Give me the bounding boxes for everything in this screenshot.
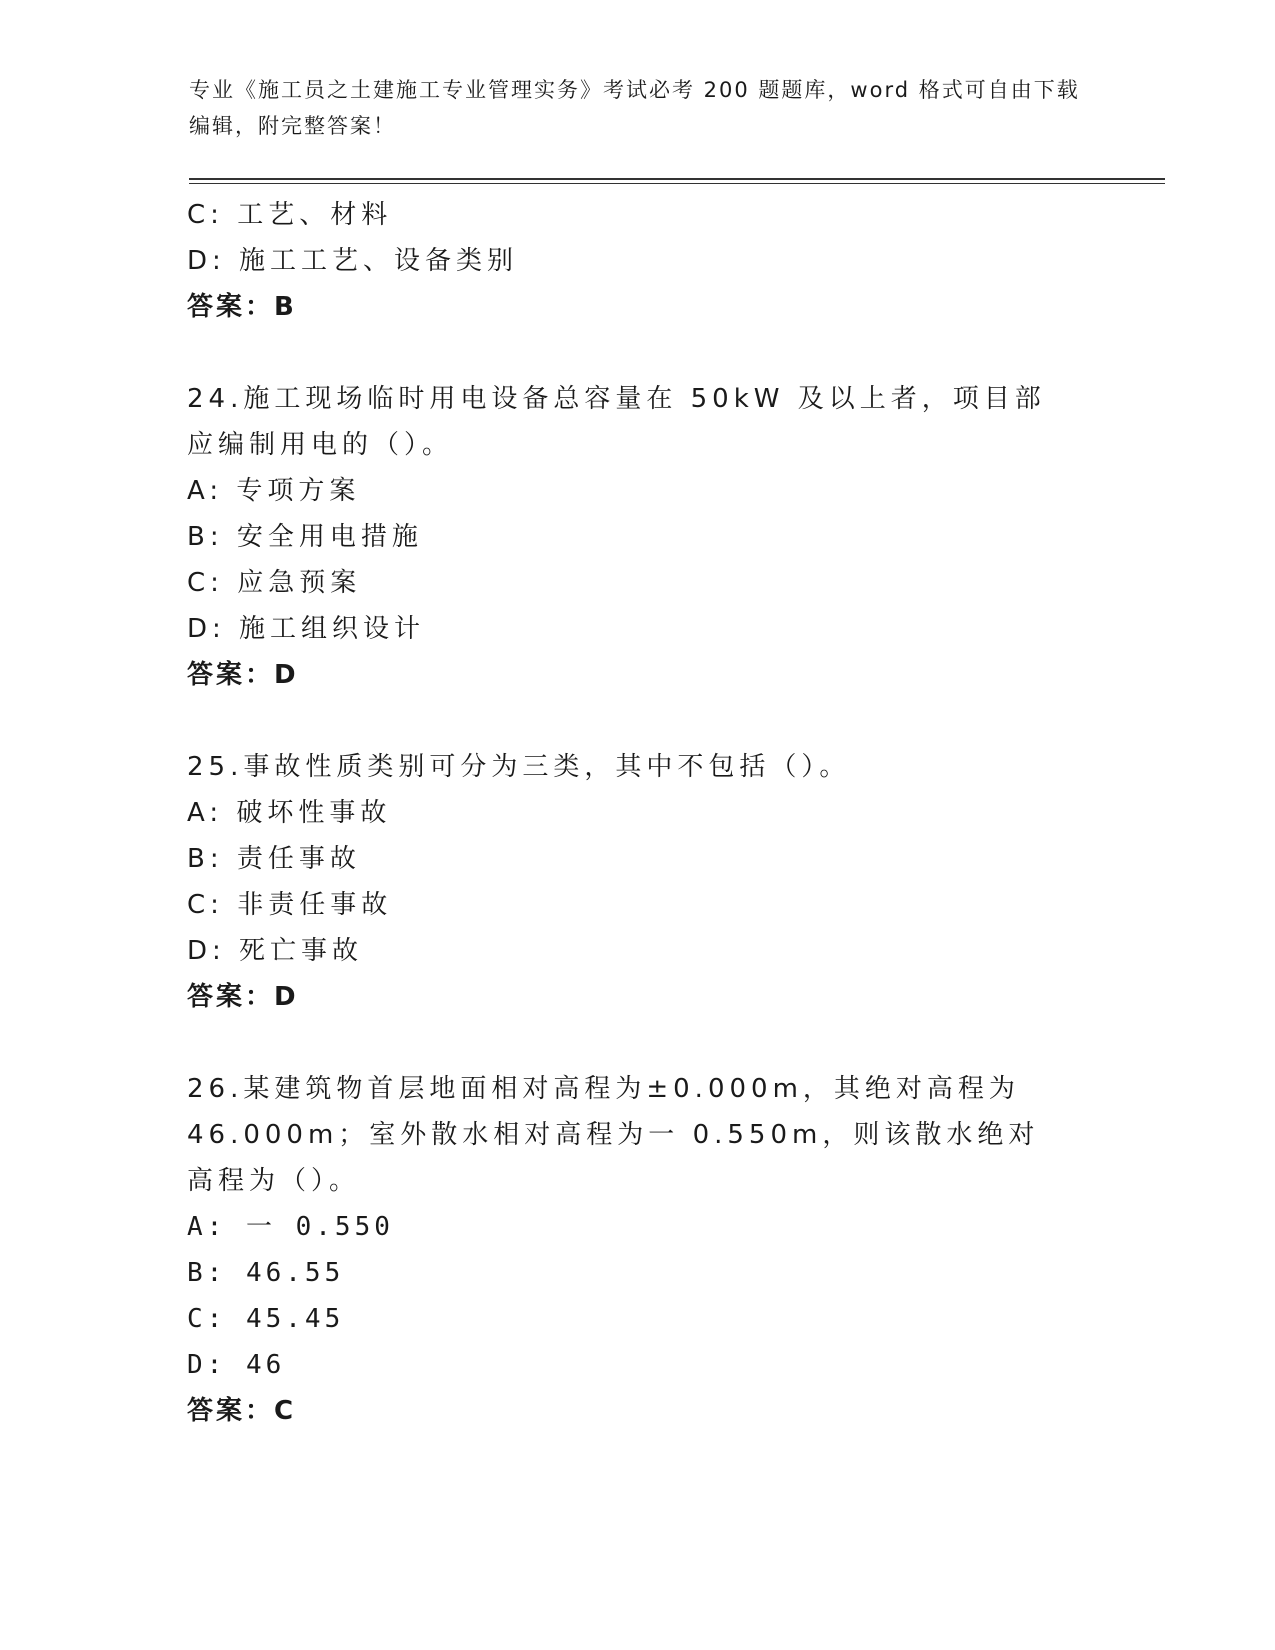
option-a: A: 专项方案 bbox=[187, 476, 361, 506]
answer-line: 答案：D bbox=[187, 982, 297, 1012]
page-header: 专业《施工员之土建施工专业管理实务》考试必考 200 题题库，word 格式可自由下载编辑，附完整答案！ bbox=[189, 78, 1080, 138]
answer-line: 答案：B bbox=[187, 292, 295, 322]
option-d: D: 施工工艺、设备类别 bbox=[187, 246, 519, 276]
option-c: C: 非责任事故 bbox=[187, 890, 393, 920]
question-content bbox=[187, 192, 1147, 1434]
option-d: D: 46 bbox=[187, 1350, 286, 1380]
option-d: D: 死亡事故 bbox=[187, 936, 364, 966]
spacer bbox=[187, 698, 1147, 744]
option-b: B: 责任事故 bbox=[187, 844, 361, 874]
option-c: C: 应急预案 bbox=[187, 568, 362, 598]
spacer bbox=[187, 1020, 1147, 1066]
header-divider-thin bbox=[189, 183, 1165, 184]
question-stem: 25.事故性质类别可分为三类，其中不包括（）。 bbox=[187, 752, 851, 782]
answer-line: 答案：D bbox=[187, 660, 297, 690]
option-b: B: 46.55 bbox=[187, 1258, 345, 1288]
option-b: B: 安全用电措施 bbox=[187, 522, 423, 552]
question-stem: 26.某建筑物首层地面相对高程为±0.000m，其绝对高程为 46.000m；室外散水相对高程为一 0.550m，则该散水绝对高程为（）。 bbox=[187, 1074, 1040, 1196]
option-a: A: 一 0.550 bbox=[187, 1212, 394, 1242]
answer-line: 答案：C bbox=[187, 1396, 295, 1426]
option-a: A: 破坏性事故 bbox=[187, 798, 392, 828]
question-stem: 24.施工现场临时用电设备总容量在 50kW 及以上者，项目部应编制用电的（）。 bbox=[187, 384, 1046, 460]
header-divider-thick bbox=[189, 178, 1165, 180]
option-d: D: 施工组织设计 bbox=[187, 614, 426, 644]
spacer bbox=[187, 330, 1147, 376]
option-c: C: 45.45 bbox=[187, 1304, 345, 1334]
option-c: C: 工艺、材料 bbox=[187, 200, 393, 230]
